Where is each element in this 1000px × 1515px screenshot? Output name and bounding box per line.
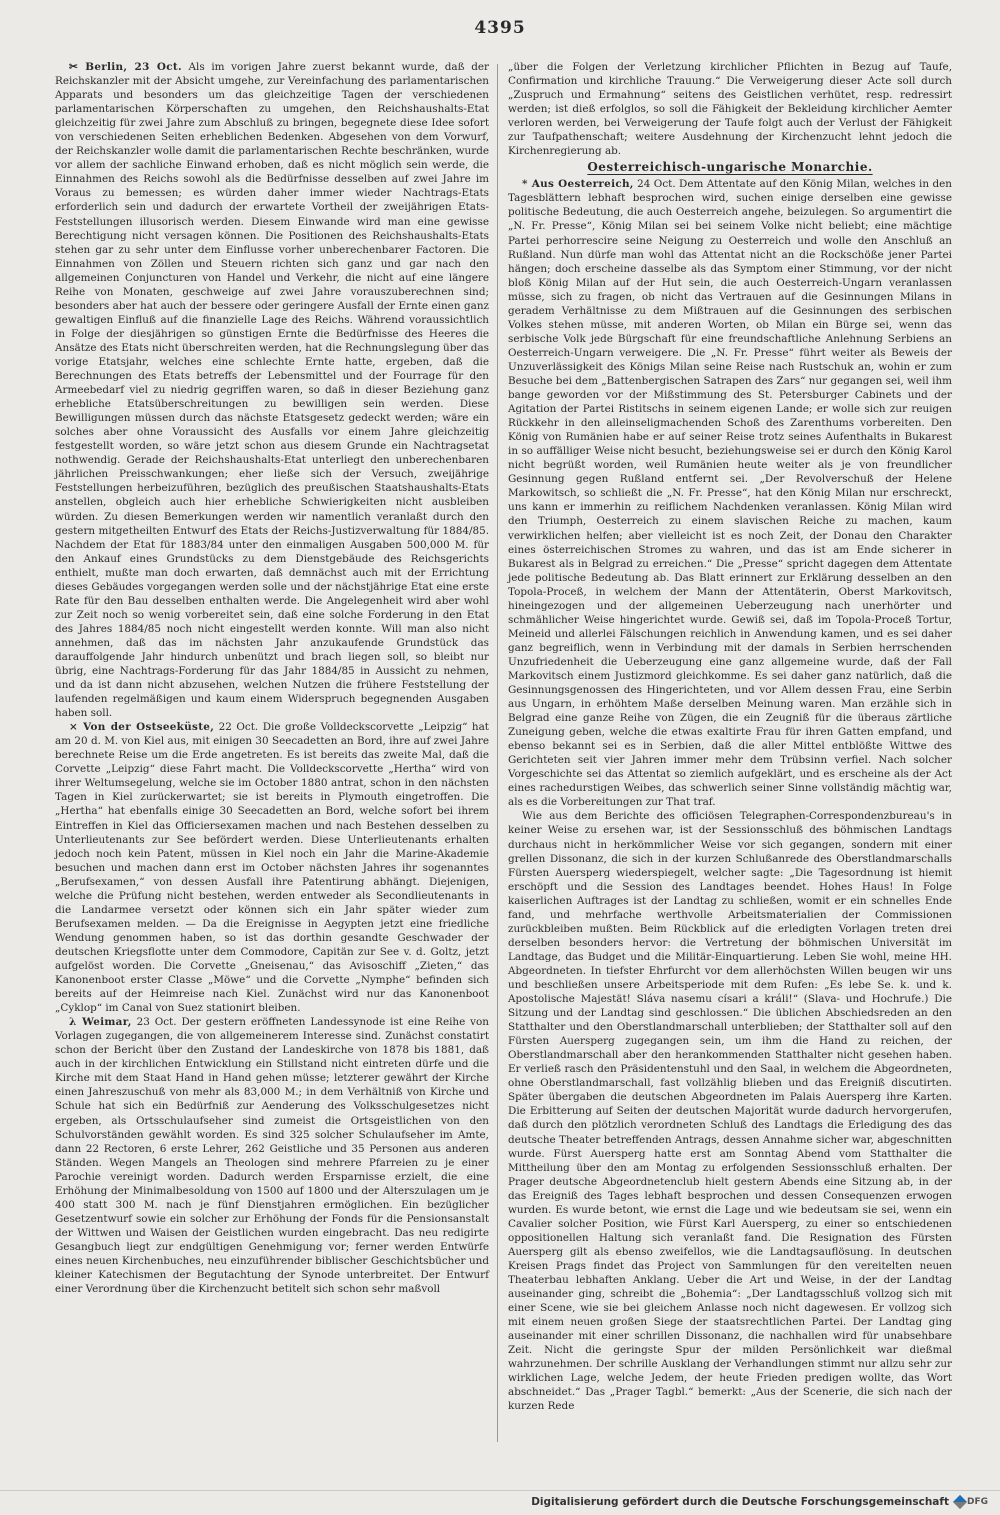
article-body: 24 Oct. Dem Attentate auf den König Milan, welches in den Tagesblättern lebhaft besprochen wird, suchen einige derselben eine gewisse politische Bedeutung, die auch Oesterreich angehe, beizulegen. So argumentirt die „N. Fr. Presse“, König Milan sei bei seinem Volke nicht beliebt; eine mächtige Partei perhorrescire seine Neigung zu Oesterreich und wolle den Anschluß an Rußland. Nun dürfe man wohl das Attentat nicht an die Rockschöße jener Partei hängen; doch erscheine dasselbe als das Symptom einer Stimmung, vor der nicht bloß König Milan auf der Hut sein, die auch Oesterreich-Ungarn veranlassen müsse, sich zu fragen, ob nicht das Vertrauen auf die Gesinnungen Milans in geradem Verhältnisse zu dem Mißtrauen auf die Gesinnungen des serbischen Volkes stehen müsse, mit anderen Worten, ob Milan ein Bürge sei, wenn das serbische Volk jede Bürgschaft für eine freundschaftliche Anlehnung Serbiens an Oesterreich-Ungarn verweigere. Die „N. Fr. Presse“ führt weiter als Beweis der Unzuverlässigkeit des Königs Milan seine Reise nach Rustschuk an, wohin er zum Besuche bei dem „Battenbergischen Satrapen des Zars“ nur gegangen sei, weil ihm bange geworden vor der Mißstimmung des St. Petersburger Cabinets und der Agitation der Partei Ristitschs in seinem eigenen Lande; er wolle sich zur reuigen Rückkehr in den alleinseligmachenden Schoß des Zarenthums vorbereiten. Den König von Rumänien habe er auf seiner Reise trotz seines Aufenthalts in Bukarest in so auffälliger Weise nicht besucht, beziehungsweise sei er durch den König Karol nicht begrüßt worden, weil Rumänien heute weiter als je von freundlicher Gesinnung gegen Rußland entfernt sei. „Der Revolverschuß der Helene Markowitsch, so schließt die „N. Fr. Presse“, hat den König Milan nur erschreckt, uns kann er immerhin zu reiflichem Nachdenken veranlassen. König Milan wird den Triumph, Oesterreich zu einem slavischen Reiche zu machen, kaum verwirklichen helfen; aber vielleicht ist es noch Zeit, der Donau den Charakter eines österreichischen Stromes zu wahren, und das ist am Ende sicherer in Bukarest als in Belgrad zu erreichen.“ Die „Presse“ spricht dagegen dem Attentate jede politische Bedeutung ab. Das Blatt erinnert zur Erklärung desselben an den Topola-Proceß, in welchem der Mann der Attentäterin, Oberst Markovitsch, hineingezogen und der allgemeinen Ueberzeugung nach unerhörter und schmählicher Weise hingerichtet wurde. Gewiß sei, daß im Topola-Proceß Tortur, Meineid und allerlei Fälschungen reichlich in Anwendung kamen, und es sei daher ganz begreiflich, wenn in Verbindung mit der damals in Serbien herrschenden Unzufriedenheit die Ueberzeugung eine ganz allgemeine wurde, daß der Fall Markovitsch einem Justizmord gleichkomme. Es sei daher ganz natürlich, daß die Gesinnungsgenossen des Hingerichteten, und vor Allem dessen Frau, eine Serbin aus Ungarn, in erhöhtem Maße derselben Meinung waren. Man erzähle sich in Belgrad eine ganze Reihe von Zügen, die ein Zeugniß für die überaus zärtliche Zuneigung geben, welche die etwas exaltirte Frau für ihren Gatten empfand, und ebenso bekannt sei es in Serbien, daß die aller Mittel entblößte Wittwe des Gerichteten seit vier Jahren immer mehr dem Trübsinn verfiel. Nach solcher Vorgeschichte sei das Attentat so ziemlich aufgeklärt, und es erscheine als der Act eines rachedurstigen Weibes, das schwerlich seiner Sinne vollständig mächtig war, als es die Vorbereitungen zur That traf.	[508, 178, 952, 809]
column-divider	[497, 64, 498, 1442]
article-body: Wie aus dem Berichte des officiösen Telegraphen-Correspondenzbureau's in keiner Weise zu ersehen war, ist der Sessionsschluß des böhmischen Landtags durchaus nicht in herkömmlicher Weise vor sich gegangen, sondern mit einer grellen Dissonanz, die sich in der kurzen Schlußanrede des Oberstlandmarschalls Fürsten Auersperg wiederspiegelt, welcher sagte: „Die Tagesordnung ist hiemit erschöpft und die Session des Landtages beendet. Hohes Haus! In Folge kaiserlichen Auftrages ist der Landtag zu schließen, womit er ein schnelles Ende fand, und mehrfache werthvolle Arbeitsmaterialien der Commissionen zurückbleiben mußten. Beim Rückblick auf die erledigten Vorlagen treten drei derselben besonders hervor: die Vertretung der böhmischen Universität im Landtage, das Budget und die Militär-Einquartierung. Leben Sie wohl, meine HH. Abgeordneten. In tiefster Ehrfurcht vor dem allerhöchsten Willen beugen wir uns und beschließen unsere Arbeitsperiode mit dem Rufen: „Es lebe Se. k. und k. Apostolische Majestät! Sláva nasemu císari a králi!“ (Slava- und Hochrufe.) Die Sitzung und der Landtag sind geschlossen.“ Die üblichen Abschiedsreden an den Statthalter und den Oberstlandmarschall unterblieben; der Statthalter soll auf den Fürsten Auersperg zugegangen sein, um ihm die Hand zu reichen, der Oberstlandmarschall aber den herankommenden Statthalter nicht gesehen haben. Er verließ rasch den Präsidentenstuhl und den Saal, in welchem die Abgeordneten, ohne Oberstlandmarschall, fast vollzählig blieben und das Ereigniß discutirten. Später übergaben die deutschen Abgeordneten im Palais Auersperg ihre Karten. Die Erbitterung auf Seiten der deutschen Majorität wurde dadurch hervorgerufen, daß durch den plötzlich verordneten Schluß des Landtags die Erledigung des das deutsche Theater betreffenden Antrags, dessen Annahme sicher war, abgeschnitten wurde. Fürst Auersperg hatte erst am Sonntag Abend vom Statthalter die Mittheilung über den am Montag zu erfolgenden Sessionsschluß erhalten. Der Prager deutsche Abgeordnetenclub hielt gestern Abends eine Sitzung ab, in der das Ereigniß des Tages lebhaft besprochen und dessen Consequenzen erwogen wurden. Es wurde betont, wie ernst die Lage und wie bedeutsam sie sei, wenn ein Cavalier solcher Position, wie Fürst Karl Auersperg, zu einer so entschiedenen oppositionellen Haltung sich veranlaßt fand. Die Resignation des Fürsten Auersperg gilt als ebenso zweifellos, wie die Landtagsauflösung. In deutschen Kreisen Prags findet das Project von Sammlungen für den vereitelten neuen Theaterbau lebhaften Anklang. Ueber die Art und Weise, in der der Landtag auseinander ging, schreibt die „Bohemia“: „Der Landtagsschluß vollzog sich mit einer Scene, wie sie bei gleichem Anlasse noch nicht dagewesen. Er vollzog sich mit einem neuen großen Siege der staatsrechtlichen Partei. Der Landtag ging auseinander mit einer schrillen Dissonanz, die nachhallen wird für unabsehbare Zeit. Nicht die geringste Spur der milden Persönlichkeit war dießmal wahrzunehmen. Der schrille Ausklang der Verhandlungen stimmt nur allzu sehr zur wirklichen Lage, welche Jedem, der heute Frieden predigen wollte, das Wort abschneidet.“ Das „Prager Tagbl.“ bemerkt: „Aus der Scenerie, die sich nach der kurzen Rede	[508, 810, 952, 1413]
article-body: 23 Oct. Der gestern eröffneten Landessynode ist eine Reihe von Vorlagen zugegangen, die von allgemeinerem Interesse sind. Zunächst constatirt schon der Bericht über den Zustand der Landeskirche von 1878 bis 1881, daß auch in der kirchlichen Entwicklung ein Stillstand nicht eintreten dürfe und die Kirche mit dem Staat Hand in Hand gehen müsse; letzterer gewährt der Kirche einen Jahreszuschuß von mehr als 83,000 M.; in dem Verhältniß von Kirche und Schule hat sich ein Bedürfniß zur Aenderung des Volksschulgesetzes nicht ergeben, als Ortsschulaufseher sind zumeist die Ortsgeistlichen von den Schulvorständen gewählt worden. Es sind 325 solcher Schulaufseher im Amte, dann 22 Rectoren, 6 erste Lehrer, 262 Geistliche und 35 Personen aus anderen Ständen. Wegen Mangels an Theologen sind mehrere Pfarreien zu je einer Parochie vereinigt worden. Dadurch werden Ersparnisse erzielt, die eine Erhöhung der Minimalbesoldung von 1500 auf 1800 und der Alterszulagen um je 400 statt 300 M. nach je fünf Dienstjahren ermöglichen. Ein bezüglicher Gesetzentwurf sowie ein solcher zur Erhöhung der Fonds für die Pensionsanstalt der Wittwen und Waisen der Geistlichen wurden eingebracht. Das neu redigirte Gesangbuch liegt zur endgültigen Genehmigung vor; ferner werden Entwürfe eines neuen Kirchenbuches, neu einzuführender biblischer Geschichtsbücher und kleiner Katechismen der Begutachtung der Synode unterbreitet. Der Entwurf einer Verordnung über die Kirchenzucht betitelt sich schon sehr maßvoll	[55, 1016, 489, 1296]
article-body: 22 Oct. Die große Volldeckscorvette „Leipzig“ hat am 20 d. M. von Kiel aus, mit einigen 30 Seecadetten an Bord, ihre auf zwei Jahre berechnete Reise um die Erde angetreten. Es ist bereits das zweite Mal, daß die Corvette „Leipzig“ diese Fahrt macht. Die Volldeckscorvette „Hertha“ wird von ihrer Weltumsegelung, welche sie im October 1880 antrat, schon in den nächsten Tagen in Kiel zurückerwartet; sie ist bereits in Plymouth eingetroffen. Die „Hertha“ hat ebenfalls einige 30 Seecadetten an Bord, welche sofort bei ihrem Eintreffen in Kiel das Officiersexamen machen und nach Bestehen desselben zu Unterlieutenants zur See befördert werden. Diese Unterlieutenants erhalten jedoch noch kein Patent, müssen in Kiel noch ein Jahr die Marine-Akademie besuchen und machen dann erst im October nächsten Jahres ihr sogenanntes „Berufsexamen,“ von dessen Ausfall ihre Patentirung abhängt. Diejenigen, welche die Prüfung nicht bestehen, werden entweder als Secondlieutenants in die Landarmee versetzt oder können sich ein Jahr später wieder zum Berufsexamen melden. — Da die Ereignisse in Aegypten jetzt eine friedliche Wendung genommen haben, so ist das dorthin gesandte Geschwader der deutschen Kriegsflotte unter dem Commodore, Capitän zur See v. d. Goltz, jetzt aufgelöst worden. Die Corvette „Gneisenau,“ das Avisoschiff „Zieten,“ das Kanonenboot erster Classe „Möwe“ und die Corvette „Nymphe“ befinden sich bereits auf der Heimreise nach Kiel. Zunächst wird nur das Kanonenboot „Cyklop“ im Canal von Suez stationirt bleiben.	[55, 721, 489, 1015]
article-weimar	[55, 1015, 489, 1296]
article-oesterreich	[508, 177, 952, 809]
article-ostseekueste	[55, 720, 489, 1015]
article-boehmischer-landtag	[508, 809, 952, 1413]
left-column	[55, 60, 489, 1296]
footer-divider	[0, 1490, 1000, 1491]
dateline: λ Weimar,	[69, 1016, 132, 1029]
article-berlin	[55, 60, 489, 720]
footer	[531, 1496, 988, 1508]
dfg-logo	[955, 1497, 988, 1507]
article-body: Als im vorigen Jahre zuerst bekannt wurde, daß der Reichskanzler mit der Absicht umgehe, zur Vereinfachung des parlamentarischen Apparats und besonders um das gleichzeitige Tagen der verschiedenen parlamentarischen Körperschaften zu umgehen, den Reichshaushalts-Etat gleichzeitig für zwei Jahre zum Abschluß zu bringen, begegnete diese Idee sofort von verschiedenen Seiten erheblichen Bedenken. Abgesehen von dem Vorwurf, der Reichskanzler wolle damit die parlamentarischen Rechte beschränken, wurde vor allem der sachliche Einwand erhoben, daß es nicht möglich sein werde, die Einnahmen des Reichs sowohl als die Bedürfnisse desselben auf zwei Jahre im Voraus zu bemessen; es würden daher immer wieder Nachtrags-Etats erforderlich sein und dadurch der erwartete Vortheil der zweijährigen Etats-Feststellungen illusorisch werden. Diesem Einwande wird man eine gewisse Berechtigung nicht versagen können. Die Positionen des Reichshaushalts-Etats stehen gar zu sehr unter dem Einflusse vorher unberechenbarer Factoren. Die Einnahmen von Zöllen und Steuern richten sich ganz und gar nach den allgemeinen Conjuncturen von Handel und Verkehr, die nicht auf eine längere Reihe von Monaten, geschweige auf zwei Jahre vorauszuberechnen sind; besonders aber hat auch der bessere oder geringere Ausfall der Ernte einen ganz gewaltigen Einfluß auf die finanzielle Lage des Reichs. Während voraussichtlich in Folge der diesjährigen so günstigen Ernte die Bedürfnisse des Heeres die Ansätze des Etats nicht überschreiten werden, hat die Rechnungslegung über das vorige Etatsjahr, welches eine schlechte Ernte hatte, ergeben, daß die Berechnungen des Etats betreffs der Lebensmittel und der Fourrage für den Armeebedarf viel zu niedrig gegriffen waren, so daß in dieser Beziehung ganz erhebliche Etatsüberschreitungen zu bewilligen sein werden. Diese Bewilligungen müssen durch das nächste Etatsgesetz gedeckt werden; wäre ein solches aber ohne Voraussicht des Ausfalls vor einem Jahre gleichzeitig festgestellt worden, so wäre jetzt schon aus diesem Grunde ein Nachtragsetat nothwendig. Gerade der Reichshaushalts-Etat unterliegt den unberechenbaren jährlichen Preisschwankungen; eher ließe sich der Versuch, zweijährige Feststellungen herbeizuführen, bezüglich des preußischen Staatshaushalts-Etats anstellen, obgleich auch hier erhebliche Schwierigkeiten nicht ausbleiben würden. Zu diesen Bemerkungen werden wir namentlich veranlaßt durch den gestern mitgetheilten Entwurf des Etats der Reichs-Justizverwaltung für 1884/85. Nachdem der Etat für 1883/84 unter den einmaligen Ausgaben 500,000 M. für den Ankauf eines Grundstücks zu dem Dienstgebäude des Reichsgerichts enthielt, mußte man doch erwarten, daß demnächst auch mit der Errichtung dieses Gebäudes vorgegangen werden solle und der nächstjährige Etat eine erste Rate für den Bau desselben enthalten werde. Die Angelegenheit wird aber wohl zur Zeit noch so wenig vorbereitet sein, daß eine solche Forderung in den Etat des Jahres 1884/85 noch nicht eingestellt werden konnte. Will man also nicht annehmen, daß das im nächsten Jahr anzukaufende Grundstück das darauffolgende Jahr hindurch unbenützt und brach liegen soll, so bleibt nur übrig, eine Nachtrags-Forderung für das Jahr 1884/85 in Aussicht zu nehmen, und da ist dann nicht abzusehen, welchen Nutzen die frühere Feststellung der laufenden regelmäßigen und kaum einem Widerspruch begegnenden Ausgaben haben soll.	[55, 61, 489, 720]
article-continuation: „über die Folgen der Verletzung kirchlicher Pflichten in Bezug auf Taufe, Confirmation und kirchliche Trauung.“ Die Verweigerung dieser Acte soll durch „Zuspruch und Ermahnung“ seitens des Geistlichen verhütet, resp. redressirt werden; ist dieß erfolglos, so soll die Fähigkeit der Bekleidung kirchlicher Aemter verloren werden, bei Verweigerung der Taufe folgt auch der Verlust der Fähigkeit zur Taufpathenschaft; weitere Ausdehnung der Kirchenzucht lehnt jedoch die Kirchenregierung ab.	[508, 61, 952, 158]
dateline: ✂ Berlin, 23 Oct.	[69, 61, 182, 73]
right-column	[508, 60, 952, 1413]
dfg-logo-text: DFG	[966, 1497, 988, 1507]
page-number: 4395	[474, 18, 526, 38]
dateline: × Von der Ostseeküste,	[69, 721, 215, 734]
funding-notice: Digitalisierung gefördert durch die Deutsche Forschungsgemeinschaft	[531, 1496, 949, 1508]
section-heading: Oesterreichisch-ungarische Monarchie.	[587, 160, 873, 175]
dfg-logo-icon	[953, 1495, 967, 1509]
dateline: * Aus Oesterreich,	[522, 178, 634, 191]
